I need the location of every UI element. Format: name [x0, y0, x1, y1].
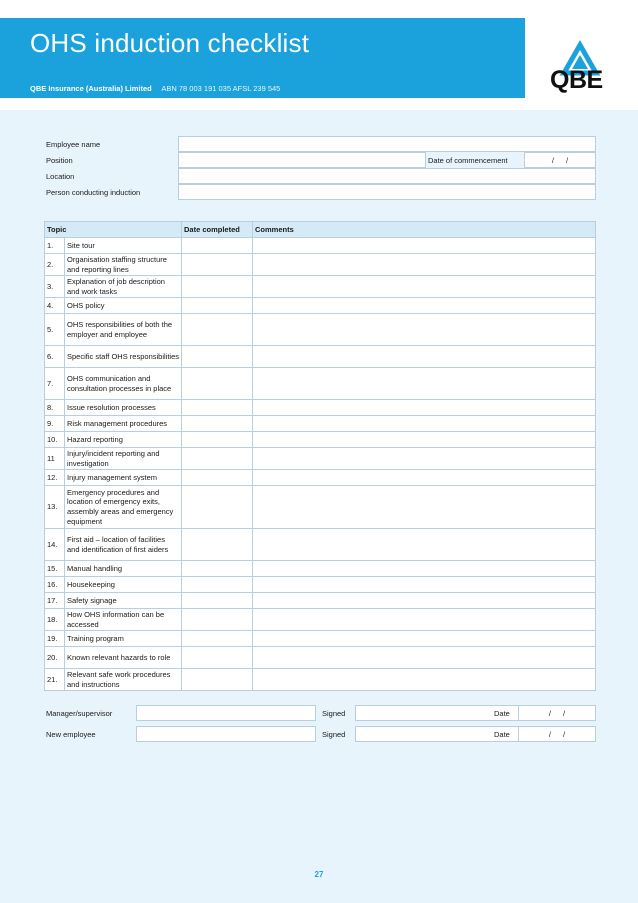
- row-number: 3.: [45, 276, 65, 298]
- table-header-row: [45, 222, 596, 238]
- date-completed-cell[interactable]: [182, 486, 253, 529]
- row-number: 19.: [45, 631, 65, 647]
- row-number: 2.: [45, 254, 65, 276]
- employee-date-label: Date: [494, 730, 510, 739]
- date-completed-cell[interactable]: [182, 276, 253, 298]
- location-label: Location: [46, 172, 75, 181]
- position-label: Position: [46, 156, 73, 165]
- location-row: [44, 168, 596, 184]
- row-number: 12.: [45, 470, 65, 486]
- row-topic: Manual handling: [65, 561, 182, 577]
- comments-cell[interactable]: [253, 577, 596, 593]
- comments-cell[interactable]: [253, 276, 596, 298]
- employee-name-row: [44, 136, 596, 152]
- abn-text: ABN 78 003 191 035 AFSL 239 545: [161, 84, 281, 93]
- induction-checklist-table: [44, 221, 596, 691]
- table-row: [45, 238, 596, 254]
- employee-name-label: Employee name: [46, 140, 101, 149]
- row-number: 13.: [45, 486, 65, 529]
- row-number: 10.: [45, 432, 65, 448]
- person-conducting-label: Person conducting induction: [46, 188, 141, 197]
- row-topic: OHS responsibilities of both the employer and employee: [65, 314, 182, 346]
- date-completed-cell[interactable]: [182, 577, 253, 593]
- row-topic: OHS policy: [65, 298, 182, 314]
- row-topic: Site tour: [65, 238, 182, 254]
- table-row: [45, 346, 596, 368]
- comments-cell[interactable]: [253, 346, 596, 368]
- person-conducting-row: [44, 184, 596, 200]
- row-topic: Housekeeping: [65, 577, 182, 593]
- date-completed-cell[interactable]: [182, 432, 253, 448]
- table-row: [45, 647, 596, 669]
- row-topic: Injury/incident reporting and investigation: [65, 448, 182, 470]
- comments-cell[interactable]: [253, 486, 596, 529]
- row-number: 15.: [45, 561, 65, 577]
- row-topic: Organisation staffing structure and reporting lines: [65, 254, 182, 276]
- date-of-commencement-label: Date of commencement: [428, 156, 508, 165]
- comments-cell[interactable]: [253, 470, 596, 486]
- page-number: 27: [314, 870, 324, 879]
- date-completed-cell[interactable]: [182, 416, 253, 432]
- row-topic: Specific staff OHS responsibilities: [65, 346, 182, 368]
- table-row: [45, 577, 596, 593]
- comments-cell[interactable]: [253, 298, 596, 314]
- position-row: [44, 152, 596, 168]
- date-completed-cell[interactable]: [182, 561, 253, 577]
- comments-cell[interactable]: [253, 609, 596, 631]
- row-number: 14.: [45, 529, 65, 561]
- date-completed-cell[interactable]: [182, 298, 253, 314]
- table-row: [45, 609, 596, 631]
- table-row: [45, 529, 596, 561]
- row-topic: Risk management procedures: [65, 416, 182, 432]
- employee-info-section: [44, 136, 596, 200]
- title-banner: [0, 18, 525, 98]
- date-of-commencement-field[interactable]: / /: [524, 152, 596, 168]
- table-row: [45, 486, 596, 529]
- row-topic: Emergency procedures and location of emergency exits, assembly areas and emergency equipment: [65, 486, 182, 529]
- manager-date-field[interactable]: / /: [518, 705, 596, 721]
- row-number: 17.: [45, 593, 65, 609]
- row-topic: Explanation of job description and work tasks: [65, 276, 182, 298]
- row-topic: Issue resolution processes: [65, 400, 182, 416]
- page-title: OHS induction checklist: [30, 28, 310, 58]
- row-number: 6.: [45, 346, 65, 368]
- employee-name-field[interactable]: [178, 136, 596, 152]
- date-completed-cell[interactable]: [182, 368, 253, 400]
- table-row: [45, 368, 596, 400]
- manager-signature-row: [44, 705, 596, 721]
- row-topic: Known relevant hazards to role: [65, 647, 182, 669]
- row-number: 8.: [45, 400, 65, 416]
- table-row: [45, 254, 596, 276]
- logo-text: QBE: [550, 66, 603, 94]
- row-topic: Injury management system: [65, 470, 182, 486]
- comments-cell[interactable]: [253, 593, 596, 609]
- employee-signed-label: Signed: [322, 730, 346, 739]
- date-completed-cell[interactable]: [182, 254, 253, 276]
- date-completed-cell[interactable]: [182, 238, 253, 254]
- row-topic: Relevant safe work procedures and instructions: [65, 669, 182, 691]
- company-line: [30, 84, 280, 93]
- table-row: [45, 669, 596, 691]
- employee-date-field[interactable]: / /: [518, 726, 596, 742]
- date-completed-cell[interactable]: [182, 529, 253, 561]
- company-name: QBE Insurance (Australia) Limited: [30, 84, 152, 93]
- comments-header: Comments: [253, 222, 596, 238]
- table-row: [45, 416, 596, 432]
- row-topic: Safety signage: [65, 593, 182, 609]
- row-number: 9.: [45, 416, 65, 432]
- table-row: [45, 400, 596, 416]
- comments-cell[interactable]: [253, 561, 596, 577]
- comments-cell[interactable]: [253, 647, 596, 669]
- row-number: 11: [45, 448, 65, 470]
- row-topic: How OHS information can be accessed: [65, 609, 182, 631]
- table-row: [45, 276, 596, 298]
- row-number: 7.: [45, 368, 65, 400]
- row-topic: First aid – location of facilities and identification of first aiders: [65, 529, 182, 561]
- row-number: 21.: [45, 669, 65, 691]
- date-completed-cell[interactable]: [182, 647, 253, 669]
- row-number: 4.: [45, 298, 65, 314]
- location-field[interactable]: [178, 168, 596, 184]
- table-row: [45, 432, 596, 448]
- date-completed-cell[interactable]: [182, 400, 253, 416]
- comments-cell[interactable]: [253, 254, 596, 276]
- table-row: [45, 561, 596, 577]
- date-completed-cell[interactable]: [182, 448, 253, 470]
- topic-header: Topic: [45, 222, 182, 238]
- table-row: [45, 631, 596, 647]
- manager-label: Manager/supervisor: [46, 709, 113, 718]
- row-topic: Training program: [65, 631, 182, 647]
- date-completed-cell[interactable]: [182, 631, 253, 647]
- comments-cell[interactable]: [253, 432, 596, 448]
- row-number: 1.: [45, 238, 65, 254]
- date-completed-cell[interactable]: [182, 609, 253, 631]
- table-row: [45, 298, 596, 314]
- table-row: [45, 593, 596, 609]
- comments-cell[interactable]: [253, 631, 596, 647]
- date-completed-cell[interactable]: [182, 470, 253, 486]
- employee-label: New employee: [46, 730, 96, 739]
- comments-cell[interactable]: [253, 448, 596, 470]
- date-completed-cell[interactable]: [182, 669, 253, 691]
- date-completed-header: Date completed: [182, 222, 253, 238]
- position-field[interactable]: [178, 152, 426, 168]
- date-completed-cell[interactable]: [182, 593, 253, 609]
- table-row: [45, 470, 596, 486]
- row-number: 20.: [45, 647, 65, 669]
- employee-signature-row: [44, 726, 596, 742]
- table-row: [45, 314, 596, 346]
- row-number: 16.: [45, 577, 65, 593]
- row-topic: OHS communication and consultation processes in place: [65, 368, 182, 400]
- table-row: [45, 448, 596, 470]
- manager-signed-label: Signed: [322, 709, 346, 718]
- manager-name-field[interactable]: [136, 705, 316, 721]
- row-number: 18.: [45, 609, 65, 631]
- employee-name-sig-field[interactable]: [136, 726, 316, 742]
- comments-cell[interactable]: [253, 400, 596, 416]
- comments-cell[interactable]: [253, 416, 596, 432]
- comments-cell[interactable]: [253, 669, 596, 691]
- row-number: 5.: [45, 314, 65, 346]
- date-completed-cell[interactable]: [182, 346, 253, 368]
- comments-cell[interactable]: [253, 529, 596, 561]
- row-topic: Hazard reporting: [65, 432, 182, 448]
- date-completed-cell[interactable]: [182, 314, 253, 346]
- manager-date-label: Date: [494, 709, 510, 718]
- person-conducting-field[interactable]: [178, 184, 596, 200]
- comments-cell[interactable]: [253, 238, 596, 254]
- comments-cell[interactable]: [253, 314, 596, 346]
- comments-cell[interactable]: [253, 368, 596, 400]
